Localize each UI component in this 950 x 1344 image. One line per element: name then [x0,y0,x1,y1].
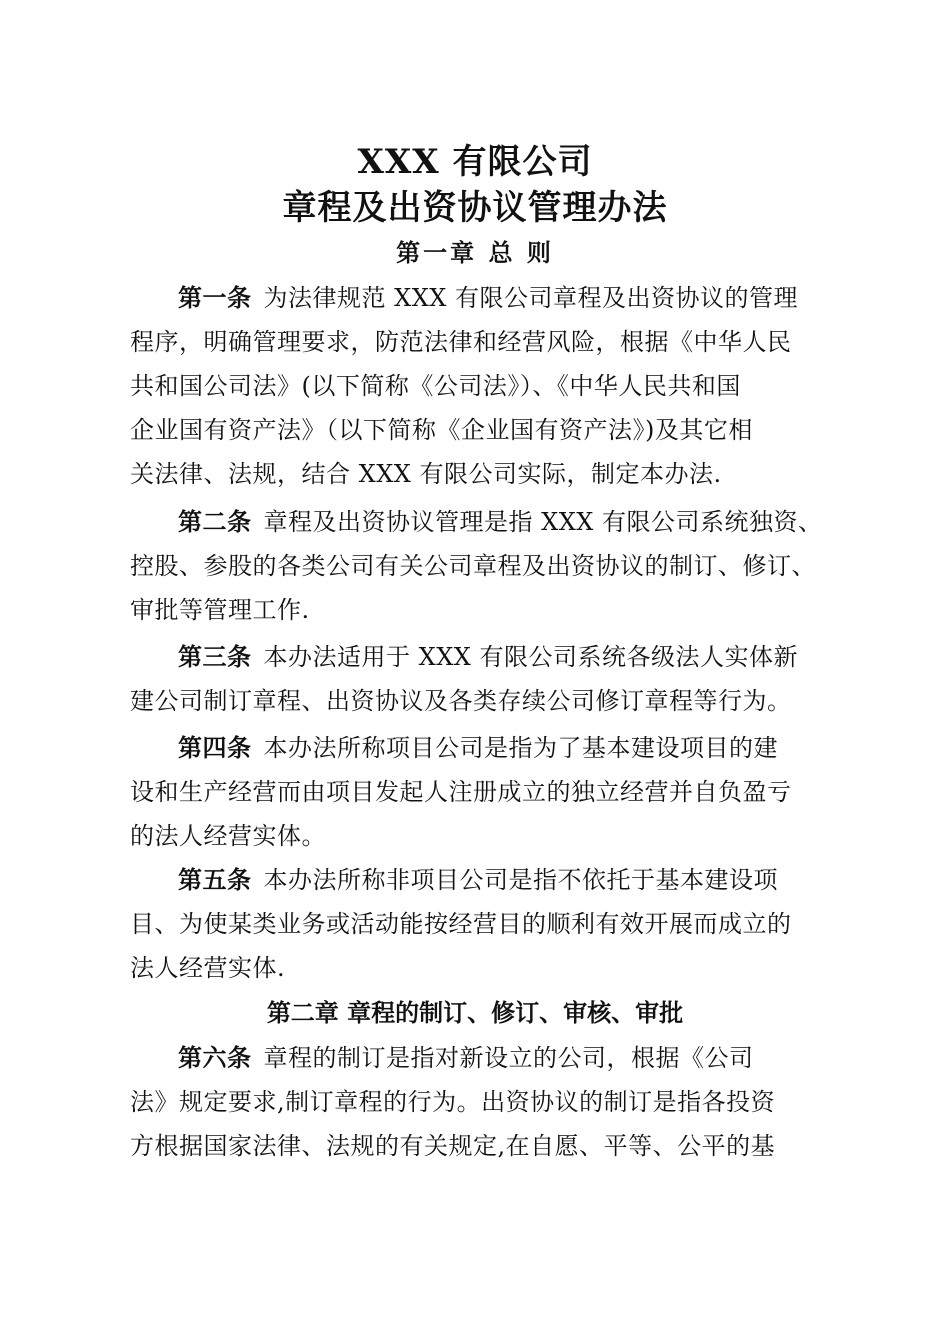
article-3-label: 第三条 [178,643,252,671]
article-6-line-2: 法》规定要求,制订章程的行为。出资协议的制订是指各投资 [130,1088,776,1116]
article-2-line-2: 控股、参股的各类公司有关公司章程及出资协议的制订、修订、 [130,552,816,580]
article-6-line-3: 方根据国家法律、法规的有关规定,在自愿、平等、公平的基 [130,1132,776,1160]
article-1-line-5: 关法律、法规，结合 XXX 有限公司实际，制定本办法. [130,460,722,488]
article-4-line-3: 的法人经营实体。 [130,822,326,850]
chapter-2-heading: 第二章 章程的制订、修订、审核、审批 [266,998,684,1027]
article-4-line-2: 设和生产经营而由项目发起人注册成立的独立经营并自负盈亏 [130,778,792,806]
article-2-text: 章程及出资协议管理是指 XXX 有限公司系统独资、 [263,508,823,536]
article-3-text: 本办法适用于 XXX 有限公司系统各级法人实体新 [263,643,799,671]
article-6-text: 章程的制订是指对新设立的公司，根据《公司 [263,1044,754,1072]
article-5-first-line [178,865,830,895]
article-4-label: 第四条 [178,734,252,762]
article-1-first-line [178,283,830,313]
article-5-line-3: 法人经营实体. [130,954,286,982]
article-3-first-line [178,642,830,672]
article-1-label: 第一条 [178,284,252,312]
article-6-first-line [178,1043,830,1073]
article-2-line-3: 审批等管理工作. [130,596,310,624]
article-3-line-2: 建公司制订章程、出资协议及各类存续公司修订章程等行为。 [130,687,792,715]
chapter-1-heading: 第一章 总 则 [396,238,554,267]
article-5-label: 第五条 [178,866,252,894]
document-title-company: XXX 有限公司 [357,142,593,182]
article-1-line-4: 企业国有资产法》（以下简称《企业国有资产法》)及其它相 [130,416,753,444]
article-4-first-line [178,733,830,763]
article-5-text: 本办法所称非项目公司是指不依托于基本建设项 [263,866,778,894]
article-4-text: 本办法所称项目公司是指为了基本建设项目的建 [263,734,778,762]
document-title-subject: 章程及出资协议管理办法 [282,188,668,228]
article-1-line-3: 共和国公司法》(以下简称《公司法》）、《中华人民共和国 [130,372,741,400]
article-6-label: 第六条 [178,1044,252,1072]
article-2-label: 第二条 [178,508,252,536]
article-1-text: 为法律规范 XXX 有限公司章程及出资协议的管理 [263,284,799,312]
article-5-line-2: 目、为使某类业务或活动能按经营目的顺利有效开展而成立的 [130,910,792,938]
article-1-line-2: 程序，明确管理要求，防范法律和经营风险，根据《中华人民 [130,328,792,356]
article-2-first-line [178,507,830,537]
